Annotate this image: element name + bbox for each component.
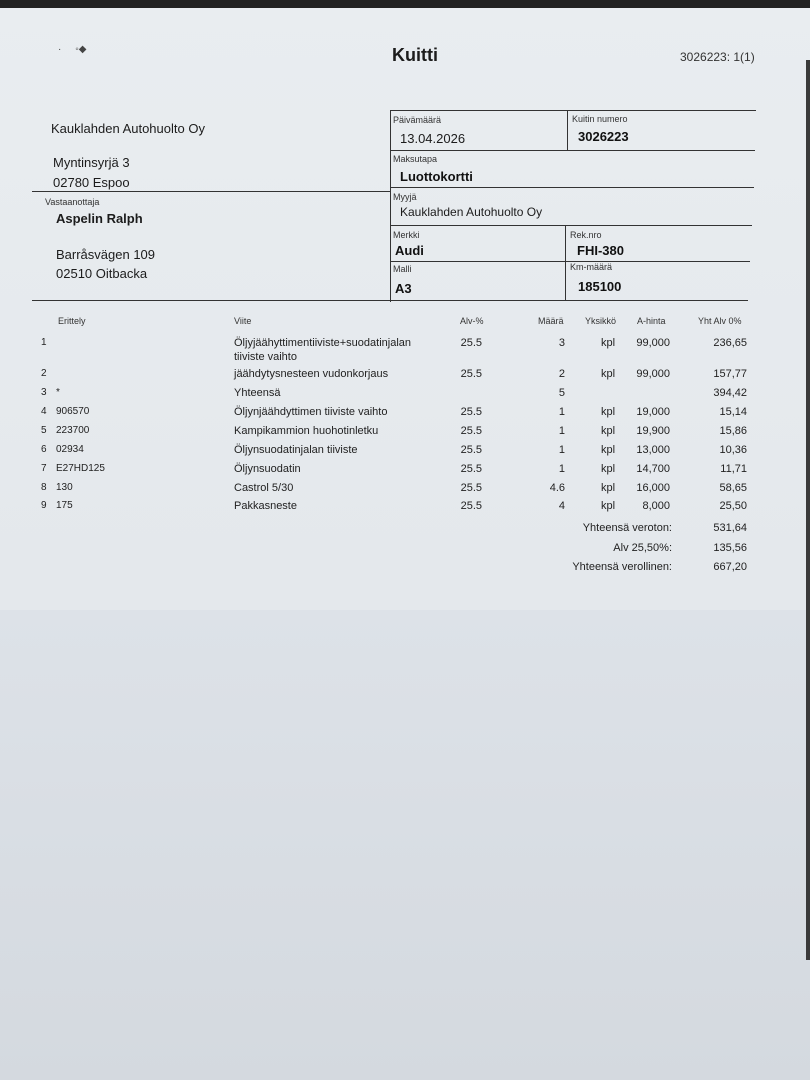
row-unit: kpl bbox=[601, 425, 616, 437]
row-code: * bbox=[56, 387, 60, 398]
header-reference: Viite bbox=[234, 316, 252, 326]
row-description-continued: tiiviste vaihto bbox=[234, 351, 297, 363]
row-quantity: 1 bbox=[558, 406, 565, 418]
payment-label: Maksutapa bbox=[393, 154, 438, 164]
row-number: 6 bbox=[41, 444, 47, 455]
row-number: 3 bbox=[41, 387, 47, 398]
info-grid-divider-1 bbox=[567, 110, 568, 150]
registration-label: Rek.nro bbox=[570, 230, 602, 240]
row-vat: 25.5 bbox=[460, 444, 482, 456]
row-quantity: 1 bbox=[558, 463, 565, 475]
row-quantity: 3 bbox=[558, 337, 565, 349]
info-grid-left bbox=[390, 110, 391, 302]
row-unit-price: 13,000 bbox=[636, 444, 670, 456]
row-unit-price: 19,000 bbox=[636, 406, 670, 418]
row-number: 8 bbox=[41, 482, 47, 493]
row-vat: 25.5 bbox=[460, 482, 482, 494]
row-code: 175 bbox=[56, 500, 73, 511]
salesperson-value: Kauklahden Autohuolto Oy bbox=[400, 205, 543, 219]
row-description: Castrol 5/30 bbox=[234, 482, 294, 494]
row-number: 2 bbox=[41, 368, 47, 379]
mileage-value: 185100 bbox=[578, 279, 622, 294]
seller-street: Myntinsyrjä 3 bbox=[53, 155, 130, 170]
row-total: 15,14 bbox=[719, 406, 747, 418]
header-quantity: Määrä bbox=[538, 316, 564, 326]
row-unit: kpl bbox=[601, 500, 616, 512]
row-number: 9 bbox=[41, 500, 47, 511]
row-unit-price: 99,000 bbox=[636, 368, 670, 380]
row-quantity: 2 bbox=[558, 368, 565, 380]
info-grid-divider-2 bbox=[565, 226, 566, 301]
header-item: Erittely bbox=[58, 316, 86, 326]
total-gross-value: 667,20 bbox=[713, 561, 747, 573]
total-net-value: 531,64 bbox=[713, 522, 747, 534]
recipient-divider bbox=[32, 191, 390, 192]
row-description: Öljynsuodatinjalan tiiviste bbox=[234, 444, 358, 456]
row-vat: 25.5 bbox=[460, 337, 482, 349]
row-description: Yhteensä bbox=[234, 387, 281, 399]
recipient-postal: 02510 Oitbacka bbox=[56, 266, 148, 281]
receipt-number-label: Kuitin numero bbox=[572, 114, 628, 124]
info-grid-top bbox=[390, 110, 756, 111]
row-total: 25,50 bbox=[719, 500, 747, 512]
row-total: 15,86 bbox=[719, 425, 747, 437]
row-total: 10,36 bbox=[719, 444, 747, 456]
row-description: Pakkasneste bbox=[234, 500, 297, 512]
receipt-title: Kuitti bbox=[392, 45, 438, 65]
row-total: 394,42 bbox=[713, 387, 747, 399]
recipient-label: Vastaanottaja bbox=[45, 197, 100, 207]
row-unit-price: 8,000 bbox=[642, 500, 670, 512]
recipient-name: Aspelin Ralph bbox=[56, 211, 143, 226]
seller-postal: 02780 Espoo bbox=[53, 175, 130, 190]
row-number: 4 bbox=[41, 406, 47, 417]
total-net-label: Yhteensä veroton: bbox=[582, 522, 672, 534]
total-vat-label: Alv 25,50%: bbox=[613, 542, 672, 554]
row-unit-price: 14,700 bbox=[636, 463, 670, 475]
row-quantity: 5 bbox=[558, 387, 565, 399]
row-unit: kpl bbox=[601, 368, 616, 380]
total-vat-value: 135,56 bbox=[713, 542, 747, 554]
make-value: Audi bbox=[395, 243, 424, 258]
document-reference: 3026223: 1(1) bbox=[680, 50, 755, 64]
row-code: E27HD125 bbox=[56, 463, 105, 474]
row-unit: kpl bbox=[601, 482, 616, 494]
row-total: 58,65 bbox=[719, 482, 747, 494]
header-vat-percent: Alv-% bbox=[460, 316, 484, 326]
row-quantity: 4 bbox=[558, 500, 565, 512]
row-number: 5 bbox=[41, 425, 47, 436]
row-description: Öljynjäähdyttimen tiiviste vaihto bbox=[234, 406, 388, 418]
model-value: A3 bbox=[395, 281, 412, 296]
row-description: Öljyjäähyttimentiiviste+suodatinjalan bbox=[234, 337, 412, 349]
row-vat: 25.5 bbox=[460, 406, 482, 418]
row-description: jäähdytysnesteen vudonkorjaus bbox=[234, 368, 389, 380]
info-grid-row-2 bbox=[390, 150, 755, 151]
row-description: Öljynsuodatin bbox=[234, 463, 301, 475]
row-vat: 25.5 bbox=[460, 463, 482, 475]
info-grid-row-4 bbox=[390, 225, 752, 226]
row-quantity: 1 bbox=[558, 425, 565, 437]
model-label: Malli bbox=[393, 264, 412, 274]
row-code: 02934 bbox=[56, 444, 84, 455]
row-unit: kpl bbox=[601, 463, 616, 475]
receipt-number-value: 3026223 bbox=[578, 129, 629, 144]
paper-lower-area bbox=[0, 610, 810, 1080]
row-number: 1 bbox=[41, 337, 47, 348]
scan-marks: · ◦◆ bbox=[58, 44, 87, 55]
photo-dark-right-edge bbox=[806, 60, 810, 960]
header-unit: Yksikkö bbox=[585, 316, 617, 326]
row-vat: 25.5 bbox=[460, 368, 482, 380]
date-value: 13.04.2026 bbox=[400, 131, 466, 146]
row-unit-price: 16,000 bbox=[636, 482, 670, 494]
row-unit: kpl bbox=[601, 444, 616, 456]
row-number: 7 bbox=[41, 463, 47, 474]
seller-name: Kauklahden Autohuolto Oy bbox=[51, 121, 205, 136]
row-code: 906570 bbox=[56, 406, 90, 417]
total-gross-label: Yhteensä verollinen: bbox=[572, 561, 672, 573]
row-description: Kampikammion huohotinletku bbox=[234, 425, 379, 437]
row-code: 130 bbox=[56, 482, 73, 493]
row-vat: 25.5 bbox=[460, 425, 482, 437]
photo-dark-top-edge bbox=[0, 0, 810, 8]
row-total: 236,65 bbox=[713, 337, 747, 349]
make-label: Merkki bbox=[393, 230, 420, 240]
row-vat: 25.5 bbox=[460, 500, 482, 512]
header-unit-price: A-hinta bbox=[637, 316, 666, 326]
row-quantity: 4.6 bbox=[549, 482, 565, 494]
row-total: 11,71 bbox=[720, 463, 747, 475]
row-unit: kpl bbox=[601, 337, 616, 349]
salesperson-label: Myyjä bbox=[393, 192, 417, 202]
row-total: 157,77 bbox=[713, 368, 747, 380]
row-quantity: 1 bbox=[558, 444, 565, 456]
recipient-street: Barråsvägen 109 bbox=[56, 247, 156, 262]
row-unit-price: 99,000 bbox=[636, 337, 670, 349]
date-label: Päivämäärä bbox=[393, 115, 442, 125]
row-code: 223700 bbox=[56, 425, 90, 436]
row-unit: kpl bbox=[601, 406, 616, 418]
payment-value: Luottokortti bbox=[400, 169, 473, 184]
info-grid-row-3 bbox=[390, 187, 754, 188]
header-total-ex-vat: Yht Alv 0% bbox=[698, 316, 742, 326]
header-bottom-rule bbox=[32, 300, 748, 301]
mileage-label: Km-määrä bbox=[570, 262, 613, 272]
row-unit-price: 19,900 bbox=[636, 425, 670, 437]
registration-value: FHI-380 bbox=[577, 243, 624, 258]
